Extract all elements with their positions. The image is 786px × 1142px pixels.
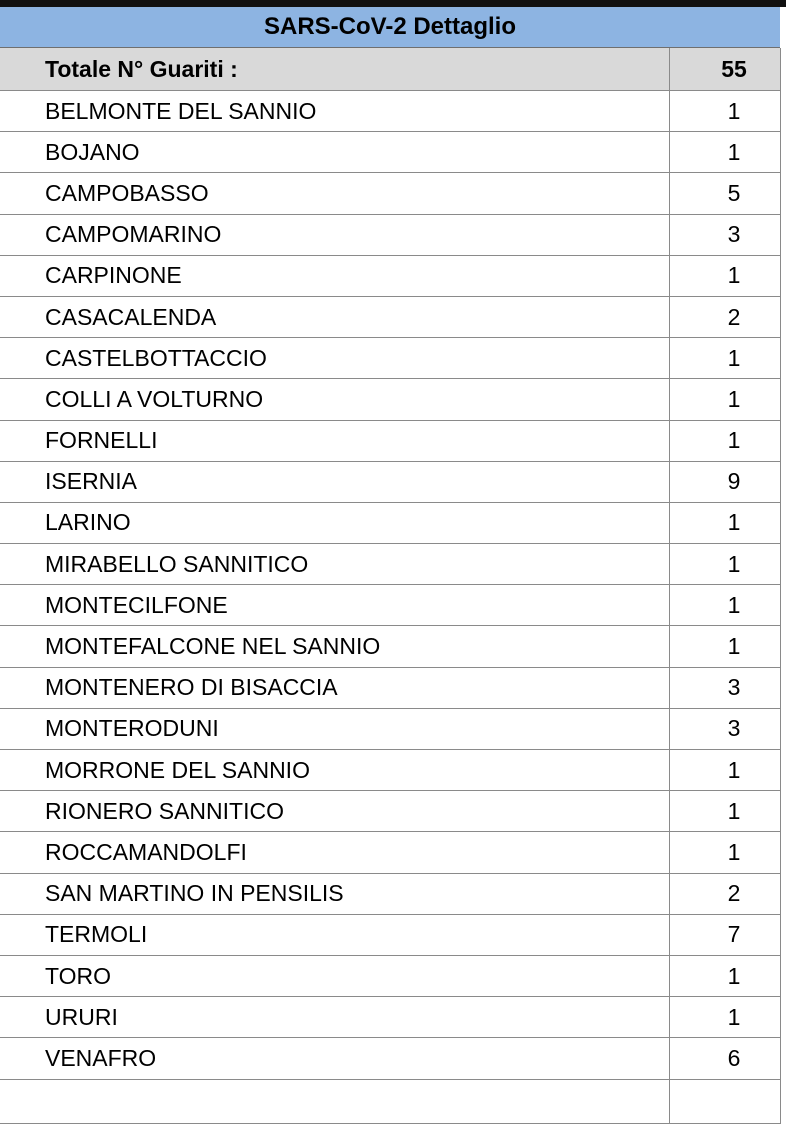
municipality-cell[interactable] — [0, 91, 670, 131]
recovered-count-cell[interactable] — [670, 915, 781, 955]
table-row — [0, 462, 781, 503]
recovered-count: 5 — [727, 179, 741, 206]
municipality-cell[interactable] — [0, 173, 670, 213]
municipality-name: LARINO — [45, 509, 131, 536]
empty-value-cell[interactable] — [670, 1080, 781, 1123]
recovered-count: 3 — [727, 715, 741, 742]
recovered-count: 3 — [727, 221, 741, 248]
recovered-count: 2 — [727, 303, 741, 330]
recovered-count: 1 — [727, 262, 741, 289]
recovered-table — [0, 48, 781, 1124]
municipality-name: TERMOLI — [45, 921, 148, 948]
municipality-name: TORO — [45, 962, 112, 989]
recovered-count: 1 — [727, 550, 741, 577]
recovered-count-cell[interactable] — [670, 832, 781, 872]
municipality-cell[interactable] — [0, 544, 670, 584]
municipality-cell[interactable] — [0, 421, 670, 461]
municipality-name: URURI — [45, 1003, 118, 1030]
recovered-count-cell[interactable] — [670, 338, 781, 378]
recovered-count-cell[interactable] — [670, 791, 781, 831]
municipality-cell[interactable] — [0, 379, 670, 419]
empty-name-cell[interactable] — [0, 1080, 670, 1123]
municipality-cell[interactable] — [0, 997, 670, 1037]
municipality-name: CAMPOMARINO — [45, 221, 222, 248]
municipality-name: RIONERO SANNITICO — [45, 797, 284, 824]
recovered-count-cell[interactable] — [670, 379, 781, 419]
recovered-count: 1 — [727, 633, 741, 660]
total-value: 55 — [721, 55, 747, 82]
municipality-cell[interactable] — [0, 750, 670, 790]
recovered-count-cell[interactable] — [670, 173, 781, 213]
recovered-count-cell[interactable] — [670, 750, 781, 790]
table-row — [0, 1038, 781, 1079]
recovered-count: 6 — [727, 1044, 741, 1071]
municipality-name: CARPINONE — [45, 262, 182, 289]
recovered-count-cell[interactable] — [670, 91, 781, 131]
recovered-count: 1 — [727, 838, 741, 865]
municipality-name: MONTENERO DI BISACCIA — [45, 674, 338, 701]
recovered-count: 1 — [727, 427, 741, 454]
municipality-cell[interactable] — [0, 668, 670, 708]
table-row — [0, 668, 781, 709]
municipality-name: CASTELBOTTACCIO — [45, 344, 267, 371]
municipality-cell[interactable] — [0, 874, 670, 914]
table-row — [0, 874, 781, 915]
recovered-count: 1 — [727, 97, 741, 124]
recovered-count-cell[interactable] — [670, 668, 781, 708]
table-row — [0, 421, 781, 462]
municipality-cell[interactable] — [0, 503, 670, 543]
recovered-count: 1 — [727, 385, 741, 412]
municipality-cell[interactable] — [0, 132, 670, 172]
recovered-count: 1 — [727, 1003, 741, 1030]
table-row — [0, 173, 781, 214]
municipality-name: MONTECILFONE — [45, 591, 228, 618]
municipality-name: BELMONTE DEL SANNIO — [45, 97, 317, 124]
table-row — [0, 750, 781, 791]
municipality-name: ROCCAMANDOLFI — [45, 838, 247, 865]
recovered-count-cell[interactable] — [670, 462, 781, 502]
table-row — [0, 297, 781, 338]
table-row — [0, 379, 781, 420]
municipality-cell[interactable] — [0, 832, 670, 872]
municipality-name: COLLI A VOLTURNO — [45, 385, 264, 412]
recovered-count: 1 — [727, 756, 741, 783]
recovered-count: 1 — [727, 344, 741, 371]
municipality-cell[interactable] — [0, 791, 670, 831]
table-row — [0, 338, 781, 379]
table-title-text: SARS-CoV-2 Dettaglio — [263, 13, 517, 40]
recovered-count-cell[interactable] — [670, 956, 781, 996]
table-row — [0, 215, 781, 256]
table-row — [0, 956, 781, 997]
municipality-cell[interactable] — [0, 338, 670, 378]
municipality-name: MONTERODUNI — [45, 715, 219, 742]
table-row — [0, 132, 781, 173]
recovered-count-cell[interactable] — [670, 215, 781, 255]
recovered-count: 7 — [727, 921, 741, 948]
table-row — [0, 91, 781, 132]
municipality-name: VENAFRO — [45, 1044, 157, 1071]
recovered-count-cell[interactable] — [670, 503, 781, 543]
municipality-cell[interactable] — [0, 915, 670, 955]
recovered-count-cell[interactable] — [670, 626, 781, 666]
empty-row — [0, 1080, 781, 1124]
municipality-cell[interactable] — [0, 1038, 670, 1078]
municipality-name: FORNELLI — [45, 427, 158, 454]
recovered-count: 1 — [727, 509, 741, 536]
recovered-count-cell[interactable] — [670, 1038, 781, 1078]
recovered-count-cell[interactable] — [670, 874, 781, 914]
municipality-cell[interactable] — [0, 256, 670, 296]
recovered-count-cell[interactable] — [670, 256, 781, 296]
recovered-count: 1 — [727, 962, 741, 989]
table-row — [0, 256, 781, 297]
table-row — [0, 997, 781, 1038]
recovered-count-cell[interactable] — [670, 709, 781, 749]
table-title — [0, 7, 780, 48]
recovered-count-cell[interactable] — [670, 421, 781, 461]
municipality-cell[interactable] — [0, 956, 670, 996]
municipality-name: SAN MARTINO IN PENSILIS — [45, 880, 344, 907]
table-row — [0, 709, 781, 750]
recovered-count-cell[interactable] — [670, 585, 781, 625]
recovered-count: 1 — [727, 138, 741, 165]
table-row — [0, 503, 781, 544]
recovered-count: 1 — [727, 591, 741, 618]
municipality-cell[interactable] — [0, 709, 670, 749]
municipality-name: ISERNIA — [45, 468, 138, 495]
recovered-count: 3 — [727, 674, 741, 701]
total-value-cell[interactable] — [670, 48, 781, 90]
municipality-name: MIRABELLO SANNITICO — [45, 550, 309, 577]
recovered-count: 1 — [727, 797, 741, 824]
total-label-cell[interactable] — [0, 48, 670, 90]
table-row — [0, 585, 781, 626]
table-row — [0, 791, 781, 832]
table-body — [0, 91, 781, 1080]
municipality-name: CASACALENDA — [45, 303, 217, 330]
municipality-cell[interactable] — [0, 297, 670, 337]
total-label: Totale N° Guariti : — [45, 55, 238, 82]
recovered-count-cell[interactable] — [670, 544, 781, 584]
table-row — [0, 832, 781, 873]
municipality-name: CAMPOBASSO — [45, 179, 209, 206]
recovered-count-cell[interactable] — [670, 997, 781, 1037]
municipality-cell[interactable] — [0, 585, 670, 625]
municipality-name: BOJANO — [45, 138, 140, 165]
top-border-bar — [0, 0, 786, 7]
table-row — [0, 915, 781, 956]
total-row — [0, 48, 781, 91]
table-row — [0, 626, 781, 667]
recovered-count-cell[interactable] — [670, 297, 781, 337]
municipality-name: MONTEFALCONE NEL SANNIO — [45, 633, 381, 660]
recovered-count: 9 — [727, 468, 741, 495]
recovered-count-cell[interactable] — [670, 132, 781, 172]
table-row — [0, 544, 781, 585]
municipality-cell[interactable] — [0, 626, 670, 666]
municipality-cell[interactable] — [0, 462, 670, 502]
municipality-name: MORRONE DEL SANNIO — [45, 756, 310, 783]
recovered-count: 2 — [727, 880, 741, 907]
municipality-cell[interactable] — [0, 215, 670, 255]
